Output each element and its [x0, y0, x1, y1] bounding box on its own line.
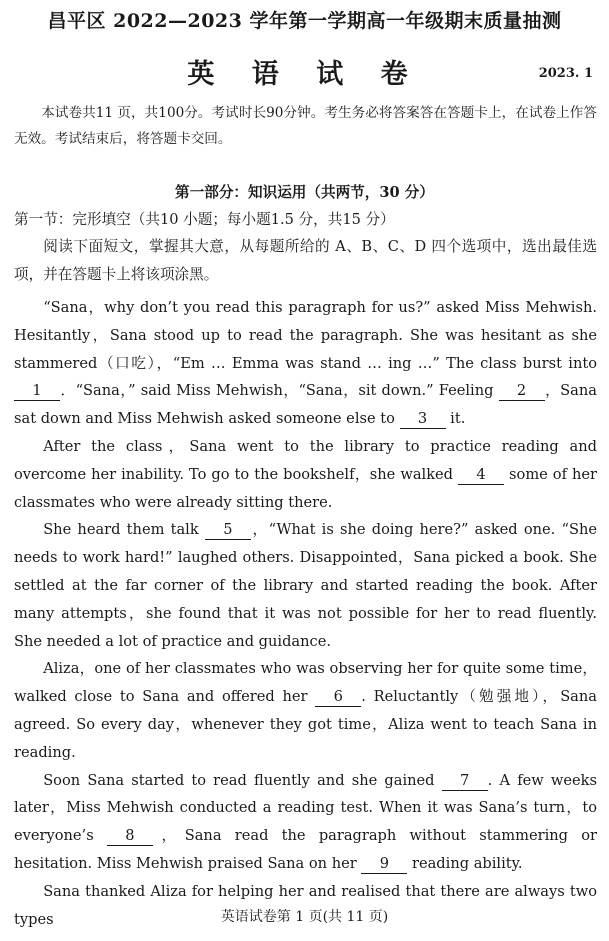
blank-7: 7 — [442, 772, 488, 791]
passage-text: After the class，Sana went to the library to practice reading and overcome her inability. To go to the bookshelf，she walked — [14, 437, 597, 483]
passage-text: Sana thanked Aliza for helping her and realised that there are always two types — [14, 882, 597, 928]
exam-date: 2023. 1 — [538, 66, 593, 81]
blank-2: 2 — [499, 382, 545, 401]
passage-text: ，Sana read the paragraph without stammering or hesitation. Miss Mehwish praised Sana on her — [14, 827, 598, 872]
section-title: 第一节：完形填空（共10 小题；每小题1.5 分，共15 分） — [14, 211, 395, 228]
passage-text: some of her classmates who were already sitting there. — [14, 465, 597, 511]
section-instructions — [14, 233, 597, 289]
subject-title: 英 语 试 卷 — [187, 59, 422, 90]
passage-paragraph — [14, 655, 597, 766]
passage-paragraph — [14, 516, 597, 655]
page-footer: 英语试卷第 1 页(共 11 页) — [220, 909, 389, 925]
notice-text: 本试卷共11 页，共100分。考试时长90分钟。考生务必将答案答在答题卡上，在试卷上作答无效。考试结束后，将答题卡交回。 — [14, 105, 597, 147]
passage-paragraph — [14, 294, 597, 433]
passage-text: it. — [445, 410, 466, 428]
blank-8: 8 — [107, 827, 153, 846]
passage-text: reading ability. — [407, 854, 523, 872]
exam-header-title: 昌平区 2022—2023 学年第一学期高一年级期末质量抽测 — [47, 10, 562, 32]
blank-3: 3 — [400, 410, 446, 429]
exam-notice — [14, 100, 597, 152]
blank-9: 9 — [361, 855, 407, 874]
part-title: 第一部分：知识运用（共两节，30 分） — [175, 184, 434, 201]
instructions-text: 阅读下面短文，掌握其大意，从每题所给的 A、B、C、D 四个选项中，选出最佳选项，并在答题卡上将该项涂黑。 — [14, 238, 597, 283]
blank-1: 1 — [14, 382, 60, 401]
passage-paragraph — [14, 433, 597, 516]
passage-text: ，“What is she doing here?” asked one. “She needs to work hard!” laughed others. Disappointed，Sana picked a book. She settled at the far corner of the library and started reading the book. After many attempts，she found that it was not possible for her to read fluently. She needed a lot of practice and guidance. — [14, 521, 597, 650]
passage-text: . A few weeks later，Miss Mehwish conducted a reading test. When it was Sana’s turn，to everyone’s — [14, 771, 597, 845]
blank-6: 6 — [315, 688, 361, 707]
blank-4: 4 — [458, 466, 504, 485]
cloze-passage — [14, 294, 597, 933]
passage-text: “Sana，why don’t you read this paragraph for us?” asked Miss Mehwish. Hesitantly，Sana stood up to read the paragraph. She was hesitant as she stammered（口吃），“Em … Emma was stand … ing …” The class burst into — [14, 299, 597, 372]
passage-paragraph — [14, 767, 597, 878]
passage-text: Aliza，one of her classmates who was observing her for quite some time，walked close to Sana and offered her — [14, 660, 597, 706]
passage-text: She heard them talk — [43, 521, 205, 539]
passage-text: ，Sana sat down and Miss Mehwish asked someone else to — [14, 382, 597, 428]
passage-text: ．“Sana，” said Miss Mehwish，“Sana，sit down.” Feeling — [60, 382, 499, 400]
passage-text: . Reluctantly（勉强地），Sana agreed. So every day，whenever they got time，Aliza went to teach Sana in reading. — [14, 688, 597, 761]
blank-5: 5 — [205, 521, 251, 540]
passage-text: Soon Sana started to read fluently and she gained — [43, 771, 442, 789]
